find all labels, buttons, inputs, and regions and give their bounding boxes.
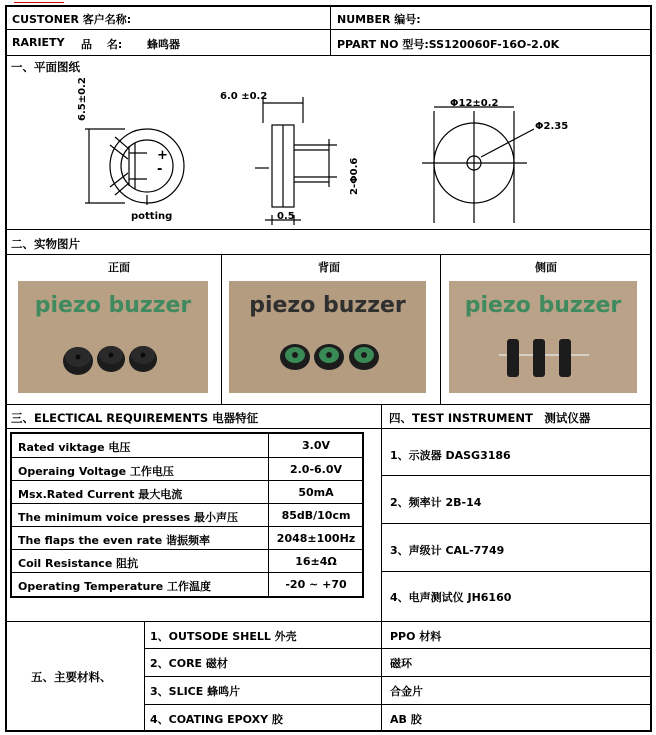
instrument-2: 2、频率计 2B-14 [390, 496, 482, 509]
req-label: The minimum voice presses 最小声压 [18, 511, 239, 524]
instrument-3: 3、声级计 CAL-7749 [390, 544, 505, 557]
table-row [12, 457, 362, 481]
spec-sheet [5, 5, 652, 732]
inst-line-1 [381, 475, 650, 476]
back-buzzers-image [229, 281, 426, 393]
photo-side-text: piezo buzzer [464, 293, 622, 318]
req-label: The flaps the even rate 谐振频率 [18, 534, 210, 547]
polarity-minus: - [157, 162, 163, 177]
photo-front-text: piezo buzzer [34, 293, 192, 318]
side-buzzers-image [449, 281, 637, 393]
material-part-4: 4、COATING EPOXY 胶 [150, 713, 283, 726]
table-row [12, 434, 362, 457]
photo-divider-2 [440, 254, 441, 404]
material-value-4: AB 胶 [390, 713, 422, 726]
section4-title: 四、TEST INSTRUMENT 测试仪器 [389, 411, 591, 425]
section2-bottom-line [7, 404, 650, 405]
instrument-1: 1、示波器 DASG3186 [390, 449, 511, 462]
photo-side [449, 281, 637, 393]
photo-divider-1 [221, 254, 222, 404]
material-value-3: 合金片 [390, 685, 423, 698]
front-buzzers-image [18, 281, 208, 393]
section3-title: 三、ELECTICAL REQUIREMENTS 电器特征 [11, 411, 259, 425]
header-divider [330, 7, 331, 55]
section34-title-line [7, 428, 650, 429]
req-value: 85dB/10cm [281, 509, 351, 522]
table-row [12, 526, 362, 550]
red-mark [14, 2, 64, 3]
dimension-drawing [7, 73, 650, 229]
materials-line-3 [144, 704, 650, 705]
polarity-plus: + [157, 148, 168, 163]
dim-pin-span-label: 2-Φ0.6 [349, 157, 360, 195]
section1-bottom-line [7, 229, 650, 230]
req-value: 2.0-6.0V [289, 463, 343, 476]
req-value: -20 ~ +70 [285, 578, 347, 591]
req-label: Operaing Voltage 工作电压 [18, 465, 174, 478]
table-row [12, 503, 362, 527]
req-label: Operating Temperature 工作温度 [18, 580, 212, 593]
section34-divider [381, 404, 382, 621]
product-name-label: 品 名: [81, 38, 123, 51]
photo-front [18, 281, 208, 393]
table-row [12, 549, 362, 573]
material-value-1: PPO 材料 [390, 630, 442, 643]
product-name-value: 蜂鸣器 [147, 38, 180, 51]
table-row [12, 572, 362, 596]
section2-title-line [7, 254, 650, 255]
req-label: Msx.Rated Current 最大电流 [18, 488, 183, 501]
section5-title: 五、主要材料、 [31, 670, 112, 684]
inst-line-3 [381, 571, 650, 572]
section1-title: 一、平面图纸 [11, 60, 80, 74]
part-number: PPART NO 型号:SS120060F-16O-2.0K [337, 38, 560, 51]
materials-line-1 [144, 648, 650, 649]
dim-hole-label: Φ2.35 [535, 121, 569, 132]
inst-line-2 [381, 523, 650, 524]
photo-back-text: piezo buzzer [249, 293, 406, 318]
number-label: NUMBER 编号: [337, 13, 421, 26]
dim-width-label: 6.0 ±0.2 [220, 91, 268, 102]
variety-label: RARIETY [12, 36, 65, 49]
caption-back: 背面 [318, 261, 340, 274]
material-part-1: 1、OUTSODE SHELL 外壳 [150, 630, 297, 643]
header-bottom-line [7, 55, 650, 56]
caption-front: 正面 [108, 261, 130, 274]
table-row [12, 480, 362, 504]
dim-height-label: 6.5±0.2 [77, 77, 88, 121]
material-value-2: 磁环 [390, 657, 412, 670]
caption-side: 侧面 [535, 261, 557, 274]
instrument-4: 4、电声测试仪 JH6160 [390, 591, 512, 604]
req-value: 2048±100Hz [276, 532, 356, 545]
customer-label: CUSTONER 客户名称: [12, 13, 132, 26]
section34-bottom-line [7, 621, 650, 622]
photo-back [229, 281, 426, 393]
req-value: 3.0V [302, 439, 330, 452]
header-row-line [7, 29, 650, 30]
req-label: Rated viktage 电压 [18, 441, 131, 454]
material-part-3: 3、SLICE 蜂鸣片 [150, 685, 241, 698]
req-value: 16±4Ω [295, 555, 337, 568]
materials-line-2 [144, 676, 650, 677]
dim-diameter-label: Φ12±0.2 [450, 98, 499, 109]
material-part-2: 2、CORE 磁材 [150, 657, 228, 670]
electrical-requirements-table [10, 432, 364, 598]
dim-pin-offset-label: 0.5 [277, 211, 295, 222]
req-value: 50mA [298, 486, 334, 499]
req-label: Coil Resistance 阻抗 [18, 557, 139, 570]
dim-potting-label: potting [131, 211, 173, 222]
section2-title: 二、实物图片 [11, 237, 80, 251]
